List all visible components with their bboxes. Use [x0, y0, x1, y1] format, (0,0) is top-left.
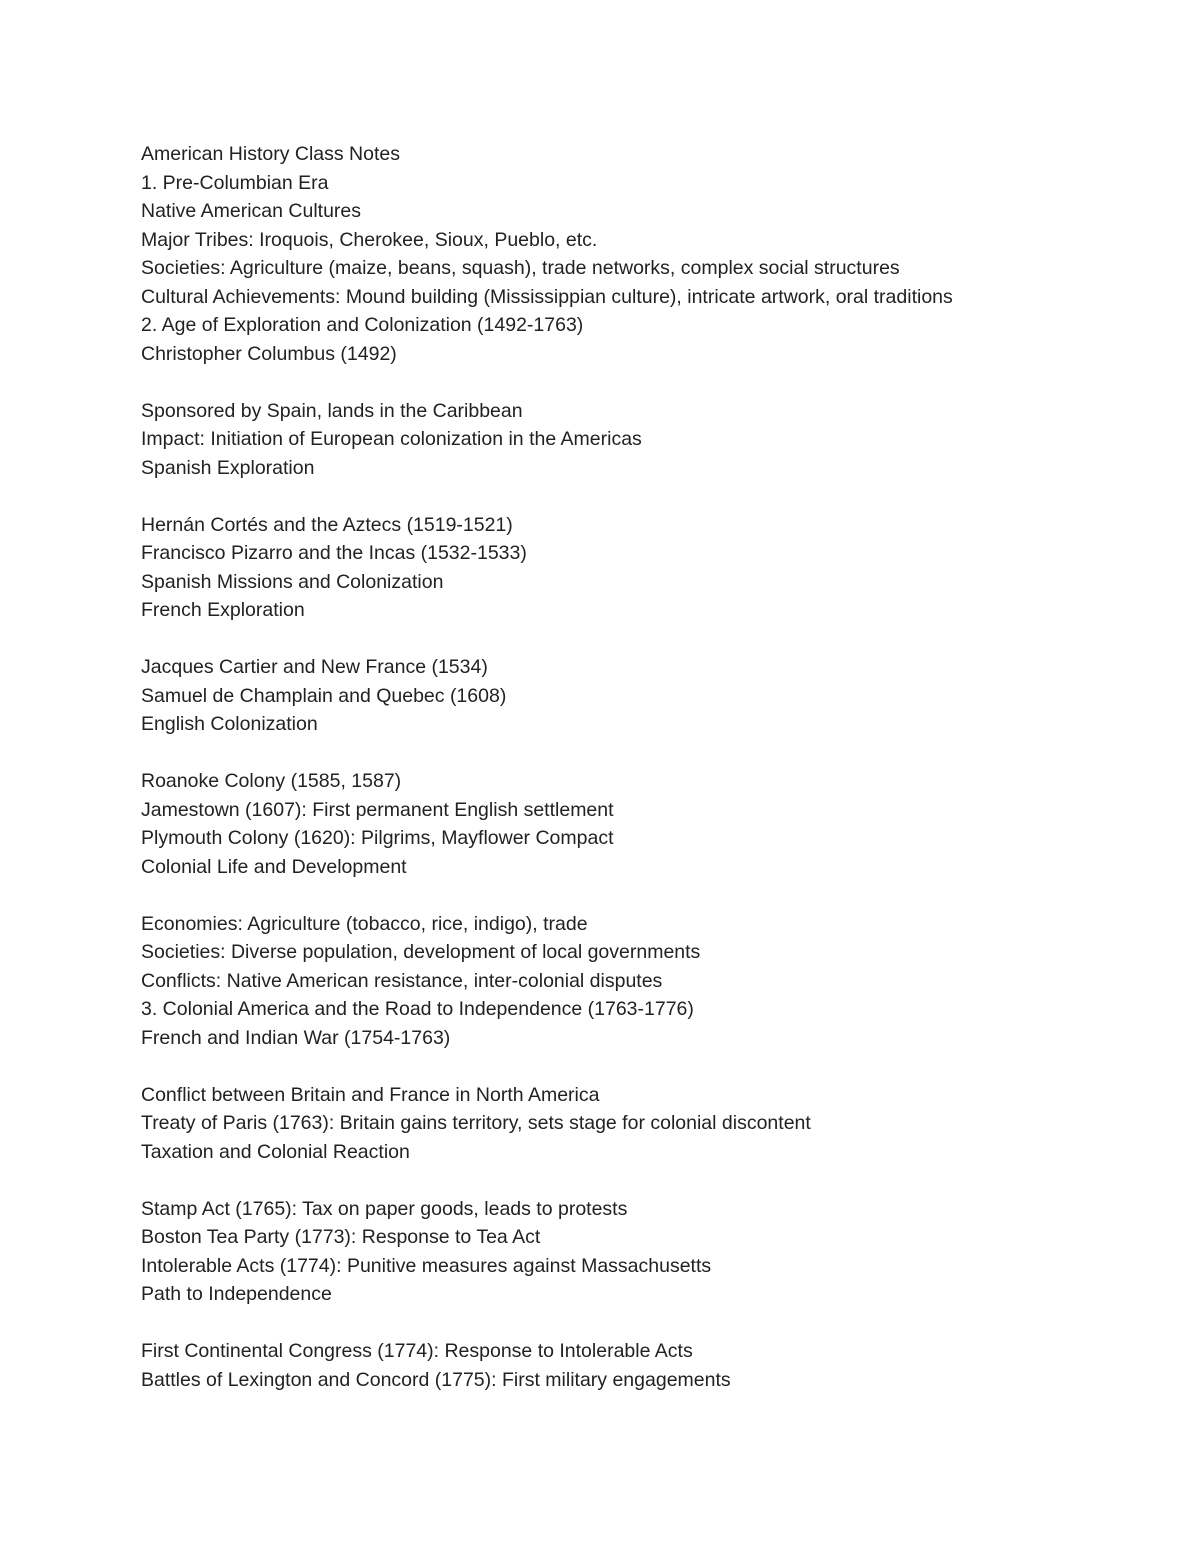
note-line: Boston Tea Party (1773): Response to Tea Act	[141, 1226, 541, 1248]
note-line: Francisco Pizarro and the Incas (1532-1533)	[141, 542, 527, 564]
blank-line	[141, 482, 1141, 511]
section-heading: 3. Colonial America and the Road to Independence (1763-1776)	[141, 998, 694, 1020]
document-body	[141, 140, 1141, 1394]
note-line: First Continental Congress (1774): Response to Intolerable Acts	[141, 1340, 693, 1362]
note-line: Hernán Cortés and the Aztecs (1519-1521)	[141, 513, 513, 536]
note-line: Sponsored by Spain, lands in the Caribbean	[141, 399, 523, 422]
note-line: Societies: Agriculture (maize, beans, squash), trade networks, complex social structures	[141, 257, 900, 279]
subsection-heading: English Colonization	[141, 713, 318, 735]
section-heading: 1. Pre-Columbian Era	[141, 171, 329, 194]
note-line: Impact: Initiation of European colonization in the Americas	[141, 428, 642, 450]
blank-line	[141, 881, 1141, 910]
subsection-heading: French Exploration	[141, 599, 305, 621]
note-line: Battles of Lexington and Concord (1775): First military engagements	[141, 1368, 731, 1391]
subsection-heading: Spanish Exploration	[141, 456, 315, 479]
subsection-heading: French and Indian War (1754-1763)	[141, 1026, 451, 1049]
note-line: Cultural Achievements: Mound building (Mississippian culture), intricate artwork, oral traditions	[141, 285, 953, 308]
note-line: Samuel de Champlain and Quebec (1608)	[141, 684, 507, 707]
note-line: Intolerable Acts (1774): Punitive measures against Massachusetts	[141, 1254, 712, 1277]
subsection-heading: Colonial Life and Development	[141, 855, 407, 878]
blank-line	[141, 1309, 1141, 1338]
blank-line	[141, 1166, 1141, 1195]
section-heading: 2. Age of Exploration and Colonization (1492-1763)	[141, 314, 584, 336]
blank-line	[141, 368, 1141, 397]
document-title: American History Class Notes	[141, 143, 400, 165]
note-line: Roanoke Colony (1585, 1587)	[141, 770, 402, 792]
note-line: Jacques Cartier and New France (1534)	[141, 656, 488, 678]
subsection-heading: Taxation and Colonial Reaction	[141, 1140, 410, 1163]
subsection-heading: Native American Cultures	[141, 200, 362, 222]
note-line: Treaty of Paris (1763): Britain gains territory, sets stage for colonial discontent	[141, 1112, 811, 1134]
note-line: Major Tribes: Iroquois, Cherokee, Sioux, Pueblo, etc.	[141, 228, 598, 251]
note-line: Societies: Diverse population, development of local governments	[141, 941, 701, 963]
blank-line	[141, 625, 1141, 654]
blank-line	[141, 1052, 1141, 1081]
blank-line	[141, 739, 1141, 768]
note-line: Conflicts: Native American resistance, inter-colonial disputes	[141, 969, 663, 992]
subsection-heading: Path to Independence	[141, 1283, 332, 1305]
note-line: Conflict between Britain and France in North America	[141, 1083, 600, 1106]
note-line: Plymouth Colony (1620): Pilgrims, Mayflower Compact	[141, 827, 614, 849]
subsection-heading: Christopher Columbus (1492)	[141, 342, 397, 365]
note-line: Stamp Act (1765): Tax on paper goods, leads to protests	[141, 1197, 628, 1220]
note-line: Economies: Agriculture (tobacco, rice, indigo), trade	[141, 912, 588, 935]
note-line: Jamestown (1607): First permanent English settlement	[141, 798, 614, 821]
note-line: Spanish Missions and Colonization	[141, 570, 444, 593]
